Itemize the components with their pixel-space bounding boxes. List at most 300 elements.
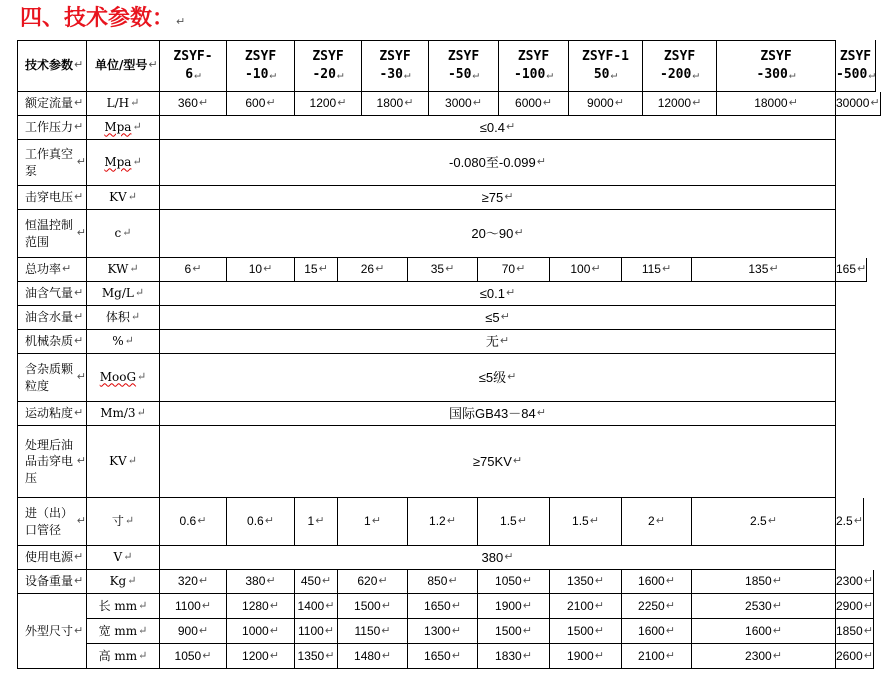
header-unit: 单位/型号 [95, 58, 148, 73]
dimension-value: 1150 [354, 623, 381, 638]
model-name-line: ZSYF [760, 48, 792, 64]
paragraph-mark-icon: ↵ [591, 263, 601, 276]
header-label-cell [17, 40, 87, 92]
paragraph-mark-icon: ↵ [266, 575, 276, 588]
merged-value-cell [160, 426, 836, 498]
model-header-cell [160, 40, 227, 92]
cell-value: 3000 [445, 96, 472, 111]
value-cell [227, 258, 295, 282]
merged-value: ≥75 [481, 189, 504, 205]
row-unit-cell [87, 210, 160, 258]
paragraph-mark-icon: ↵ [404, 97, 414, 110]
paragraph-mark-icon: ↵ [506, 287, 516, 300]
value-cell [836, 570, 874, 594]
value-cell [338, 498, 408, 546]
paragraph-mark-icon: ↵ [138, 623, 148, 637]
row-unit: V [113, 550, 123, 565]
row-unit: KW [107, 262, 129, 277]
paragraph-mark-icon: ↵ [74, 311, 84, 324]
row-unit-cell [87, 330, 160, 354]
cell-value: 2.5 [750, 514, 767, 529]
row-unit-cell [87, 258, 160, 282]
cell-value: 1.5 [572, 514, 589, 529]
paragraph-mark-icon: ↵ [198, 97, 209, 110]
dimension-value: 2100 [638, 648, 665, 663]
paragraph-mark-icon: ↵ [499, 335, 510, 348]
value-cell [295, 570, 338, 594]
paragraph-mark-icon: ↵ [269, 599, 279, 612]
paragraph-mark-icon: ↵ [594, 575, 604, 588]
paragraph-mark-icon: ↵ [74, 551, 84, 564]
dimension-unit: 宽 mm [98, 623, 138, 638]
dimension-value-cell [160, 619, 227, 644]
cell-value: 10 [248, 262, 263, 277]
value-cell [836, 498, 864, 546]
paragraph-mark-icon: ↵ [516, 263, 526, 276]
merged-value: 20～90 [471, 225, 514, 241]
row-label-cell [17, 546, 87, 570]
paragraph-mark-icon: ↵ [74, 191, 84, 204]
cell-value: 30000 [836, 96, 870, 111]
row-label-cell [17, 210, 87, 258]
paragraph-mark-icon: ↵ [522, 624, 532, 637]
dimension-value-cell [622, 594, 692, 619]
dimension-value: 1650 [424, 598, 451, 613]
cell-value: 0.6 [179, 514, 197, 529]
dimension-value: 1400 [297, 598, 325, 613]
dimension-value: 1050 [174, 648, 202, 663]
model-name-line: ZSYF-1 [582, 48, 629, 64]
value-cell [160, 92, 227, 116]
dimension-value: 1900 [567, 648, 594, 663]
dimension-value-cell [408, 594, 478, 619]
paragraph-mark-icon: ↵ [321, 575, 332, 588]
paragraph-mark-icon: ↵ [446, 515, 456, 528]
paragraph-mark-icon: ↵ [863, 575, 873, 588]
row-unit-cell [87, 570, 160, 594]
paragraph-mark-icon: ↵ [863, 599, 873, 612]
paragraph-mark-icon: ↵ [198, 575, 209, 588]
cell-value: 1 [307, 514, 315, 529]
dimension-value-cell [478, 594, 550, 619]
paragraph-mark-icon: ↵ [589, 515, 599, 528]
paragraph-mark-icon: ↵ [74, 287, 84, 300]
value-cell [692, 498, 836, 546]
paragraph-mark-icon: ↵ [472, 97, 482, 110]
cell-value: 1200 [309, 96, 337, 111]
row-label-cell [17, 426, 87, 498]
cell-value: 380 [245, 574, 266, 589]
dimension-value-cell [227, 619, 295, 644]
paragraph-mark-icon: ↵ [129, 262, 139, 276]
dimension-value-cell [160, 594, 227, 619]
paragraph-mark-icon: ↵ [536, 156, 546, 169]
dimension-value-cell [295, 594, 338, 619]
merged-value-cell [160, 546, 836, 570]
dimension-value-cell [550, 594, 622, 619]
paragraph-mark-icon: ↵ [74, 121, 84, 134]
row-label: 运动粘度 [25, 406, 74, 421]
cell-value: 165 [836, 262, 857, 277]
value-cell [429, 92, 499, 116]
dimension-value-cell [836, 619, 874, 644]
dimension-value: 900 [177, 623, 198, 638]
value-cell [295, 258, 338, 282]
row-label: 恒温控制范围 [25, 218, 74, 249]
paragraph-mark-icon: ↵ [868, 67, 875, 81]
cell-value: 35 [430, 262, 445, 277]
row-label: 工作压力 [25, 120, 74, 135]
merged-value-cell [160, 306, 836, 330]
model-name-line: 6↵ [185, 66, 201, 82]
merged-value-cell [160, 330, 836, 354]
cell-value: 15 [304, 262, 318, 277]
paragraph-mark-icon: ↵ [336, 67, 344, 81]
paragraph-mark-icon: ↵ [788, 67, 796, 81]
row-unit: 体积 [105, 310, 130, 325]
dimension-value-cell [295, 644, 338, 669]
row-label-cell [17, 570, 87, 594]
value-cell [227, 498, 295, 546]
paragraph-mark-icon: ↵ [514, 227, 524, 240]
paragraph-mark-icon: ↵ [772, 599, 782, 612]
cell-value: 2 [648, 514, 655, 529]
paragraph-mark-icon: ↵ [124, 514, 135, 528]
paragraph-mark-icon: ↵ [788, 97, 798, 110]
paragraph-mark-icon: ↵ [692, 97, 702, 110]
row-unit: % [112, 334, 124, 349]
value-cell [478, 570, 550, 594]
merged-value-cell [160, 354, 836, 402]
model-header-cell [499, 40, 569, 92]
model-header-cell [643, 40, 717, 92]
paragraph-mark-icon: ↵ [381, 624, 391, 637]
row-unit: MooG [99, 370, 137, 385]
row-unit: Mg/L [101, 286, 134, 301]
section-title: 四、技术参数： ↵ [20, 6, 186, 31]
row-unit-cell [87, 546, 160, 570]
merged-value-cell [160, 282, 836, 306]
paragraph-mark-icon: ↵ [198, 624, 209, 637]
paragraph-mark-icon: ↵ [504, 191, 514, 204]
dimension-unit: 高 mm [98, 648, 138, 663]
paragraph-mark-icon: ↵ [269, 624, 279, 637]
value-cell [408, 570, 478, 594]
paragraph-mark-icon: ↵ [124, 334, 134, 348]
dimension-value-cell [550, 619, 622, 644]
paragraph-mark-icon: ↵ [130, 96, 140, 110]
model-name-line: 50↵ [593, 66, 618, 82]
dimension-value: 1480 [354, 648, 381, 663]
cell-value: 2.5 [836, 514, 853, 529]
row-unit: KV [109, 454, 127, 469]
merged-value: ≤5级 [478, 369, 507, 385]
model-header-cell [362, 40, 429, 92]
dimensions-label-cell [17, 594, 87, 669]
paragraph-mark-icon: ↵ [863, 624, 873, 637]
paragraph-mark-icon: ↵ [665, 599, 675, 612]
dimension-value-cell [836, 644, 874, 669]
dimension-value: 1000 [242, 623, 269, 638]
paragraph-mark-icon: ↵ [176, 15, 186, 28]
dimension-value-cell [160, 644, 227, 669]
header-unit-cell [87, 40, 160, 92]
paragraph-mark-icon: ↵ [522, 575, 532, 588]
row-label: 使用电源 [25, 550, 74, 565]
paragraph-mark-icon: ↵ [127, 454, 137, 468]
value-cell [717, 92, 836, 116]
paragraph-mark-icon: ↵ [522, 599, 532, 612]
row-label-cell [17, 402, 87, 426]
dimension-value: 1600 [745, 623, 772, 638]
row-unit: Mpa [104, 155, 132, 170]
model-header-cell [569, 40, 643, 92]
row-label-cell [17, 330, 87, 354]
cell-value: 1 [364, 514, 371, 529]
cell-value: 26 [360, 262, 375, 277]
paragraph-mark-icon: ↵ [192, 263, 202, 276]
dimension-value-cell [338, 644, 408, 669]
paragraph-mark-icon: ↵ [76, 156, 86, 169]
row-unit: Mpa [104, 120, 132, 135]
row-unit: Kg [109, 574, 127, 589]
model-name-line: -20↵ [312, 66, 344, 82]
paragraph-mark-icon: ↵ [506, 121, 516, 134]
model-name-line: ZSYF [312, 48, 344, 64]
cell-value: 360 [177, 96, 198, 111]
dimension-value: 1200 [242, 648, 269, 663]
row-unit-cell [87, 306, 160, 330]
row-unit-cell [87, 498, 160, 546]
paragraph-mark-icon: ↵ [594, 624, 604, 637]
paragraph-mark-icon: ↵ [378, 575, 388, 588]
model-header-cell [295, 40, 362, 92]
paragraph-mark-icon: ↵ [451, 599, 461, 612]
dimension-value: 2600 [836, 648, 863, 663]
paragraph-mark-icon: ↵ [870, 97, 880, 110]
paragraph-mark-icon: ↵ [507, 371, 517, 384]
dimension-value: 1280 [242, 598, 269, 613]
dimension-unit-cell [87, 644, 160, 669]
row-label-cell [17, 186, 87, 210]
paragraph-mark-icon: ↵ [264, 515, 274, 528]
dimension-value-cell [692, 619, 836, 644]
paragraph-mark-icon: ↵ [318, 263, 328, 276]
cell-value: 2300 [836, 574, 863, 589]
dimension-value: 1830 [495, 648, 522, 663]
row-label: 油含气量 [25, 286, 74, 301]
dimension-value-cell [622, 644, 692, 669]
dimension-value: 2530 [745, 598, 772, 613]
paragraph-mark-icon: ↵ [266, 97, 276, 110]
paragraph-mark-icon: ↵ [122, 226, 132, 240]
value-cell [569, 92, 643, 116]
cell-value: 18000 [754, 96, 788, 111]
row-label-cell [17, 282, 87, 306]
model-name-line: -30↵ [379, 66, 411, 82]
paragraph-mark-icon: ↵ [138, 598, 148, 612]
cell-value: 1800 [376, 96, 404, 111]
paragraph-mark-icon: ↵ [74, 575, 84, 588]
paragraph-mark-icon: ↵ [197, 515, 207, 528]
cell-value: 1.2 [429, 514, 446, 529]
value-cell [478, 498, 550, 546]
paragraph-mark-icon: ↵ [127, 574, 137, 588]
dimension-value-cell [622, 619, 692, 644]
paragraph-mark-icon: ↵ [863, 649, 873, 662]
dimension-value-cell [478, 644, 550, 669]
value-cell [478, 258, 550, 282]
model-header-cell [429, 40, 499, 92]
row-label: 总功率 [25, 262, 62, 277]
paragraph-mark-icon: ↵ [692, 67, 699, 81]
model-name-line: ZSYF [447, 48, 480, 64]
paragraph-mark-icon: ↵ [371, 515, 381, 528]
paragraph-mark-icon: ↵ [325, 599, 335, 612]
model-name-line: -300↵ [756, 66, 796, 82]
paragraph-mark-icon: ↵ [127, 190, 137, 204]
dimension-value: 1100 [174, 598, 201, 613]
row-unit-cell [87, 426, 160, 498]
paragraph-mark-icon: ↵ [74, 624, 84, 637]
value-cell [295, 92, 362, 116]
paragraph-mark-icon: ↵ [610, 67, 618, 81]
row-unit: c [114, 226, 122, 241]
paragraph-mark-icon: ↵ [74, 335, 84, 348]
value-cell [836, 92, 881, 116]
cell-value: 0.6 [247, 514, 264, 529]
dimension-value: 1500 [495, 623, 522, 638]
row-unit: Mm/3 [100, 406, 136, 421]
value-cell [643, 92, 717, 116]
paragraph-mark-icon: ↵ [269, 67, 277, 81]
model-name-line: ZSYF [663, 48, 696, 64]
cell-value: 12000 [657, 96, 692, 111]
model-name-line: ZSYF [839, 48, 872, 64]
dimension-value-cell [692, 644, 836, 669]
row-unit: 寸 [111, 514, 124, 529]
paragraph-mark-icon: ↵ [504, 551, 514, 564]
paragraph-mark-icon: ↵ [853, 515, 863, 528]
cell-value: 6000 [515, 96, 542, 111]
merged-value-cell [160, 210, 836, 258]
cell-value: 1.5 [500, 514, 517, 529]
dimension-value: 2300 [745, 648, 772, 663]
row-label-cell [17, 258, 87, 282]
paragraph-mark-icon: ↵ [522, 649, 532, 662]
row-label: 击穿电压 [25, 190, 74, 205]
merged-value: ≤5 [485, 309, 500, 325]
cell-value: 1850 [745, 574, 772, 589]
value-cell [836, 258, 867, 282]
dimension-unit-cell [87, 619, 160, 644]
value-cell [160, 570, 227, 594]
merged-value: -0.080至-0.099 [449, 154, 536, 170]
dimension-value: 1350 [297, 648, 325, 663]
dimension-value-cell [408, 644, 478, 669]
dimension-value: 1300 [424, 623, 451, 638]
row-label: 进（出）口管径 [25, 506, 74, 537]
paragraph-mark-icon: ↵ [512, 455, 523, 468]
paragraph-mark-icon: ↵ [665, 649, 675, 662]
paragraph-mark-icon: ↵ [76, 455, 86, 468]
dimension-value-cell [478, 619, 550, 644]
paragraph-mark-icon: ↵ [132, 155, 142, 169]
model-name-line: ZSYF- [173, 48, 213, 64]
paragraph-mark-icon: ↵ [665, 575, 675, 588]
value-cell [622, 258, 692, 282]
row-label: 工作真空泵 [25, 147, 74, 178]
cell-value: 1600 [638, 574, 665, 589]
paragraph-mark-icon: ↵ [76, 515, 86, 528]
paragraph-mark-icon: ↵ [655, 515, 665, 528]
model-name-line: -100↵ [514, 66, 553, 82]
value-cell [338, 570, 408, 594]
dimension-value-cell [550, 644, 622, 669]
value-cell [550, 258, 622, 282]
value-cell [499, 92, 569, 116]
paragraph-mark-icon: ↵ [661, 263, 672, 276]
paragraph-mark-icon: ↵ [403, 67, 411, 81]
dimensions-label: 外型尺寸 [25, 623, 74, 638]
row-label: 额定流量 [25, 96, 74, 111]
paragraph-mark-icon: ↵ [445, 263, 455, 276]
paragraph-mark-icon: ↵ [74, 407, 84, 420]
paragraph-mark-icon: ↵ [772, 624, 782, 637]
value-cell [622, 570, 692, 594]
paragraph-mark-icon: ↵ [536, 407, 546, 420]
merged-value: 380 [481, 549, 504, 565]
paragraph-mark-icon: ↵ [315, 515, 325, 528]
paragraph-mark-icon: ↵ [132, 120, 142, 134]
row-unit: KV [109, 190, 127, 205]
paragraph-mark-icon: ↵ [500, 311, 510, 324]
row-label: 设备重量 [25, 574, 74, 589]
dimension-value: 1500 [354, 598, 381, 613]
paragraph-mark-icon: ↵ [202, 649, 212, 662]
cell-value: 600 [245, 96, 266, 111]
paragraph-mark-icon: ↵ [194, 67, 201, 81]
row-label: 处理后油品击穿电压 [25, 438, 74, 485]
paragraph-mark-icon: ↵ [62, 263, 72, 276]
dimension-value-cell [227, 594, 295, 619]
dimension-value: 1500 [567, 623, 594, 638]
merged-value-cell [160, 402, 836, 426]
row-unit-cell [87, 402, 160, 426]
cell-value: 320 [177, 574, 198, 589]
value-cell [295, 498, 338, 546]
value-cell [227, 570, 295, 594]
cell-value: 100 [570, 262, 591, 277]
row-unit: L/H [106, 96, 130, 111]
cell-value: 115 [641, 262, 661, 277]
paragraph-mark-icon: ↵ [148, 58, 158, 72]
paragraph-mark-icon: ↵ [201, 599, 212, 612]
model-name-line: ZSYF [244, 48, 277, 64]
value-cell [622, 498, 692, 546]
value-cell [408, 498, 478, 546]
paragraph-mark-icon: ↵ [137, 370, 147, 384]
paragraph-mark-icon: ↵ [74, 97, 84, 110]
dimension-unit-cell [87, 594, 160, 619]
value-cell [408, 258, 478, 282]
merged-value: ≤0.4 [479, 119, 505, 135]
row-label: 油含水量 [25, 310, 74, 325]
model-name-line: -50↵ [447, 66, 480, 82]
model-name-line: -500↵ [836, 66, 875, 82]
dimension-value: 1900 [495, 598, 522, 613]
value-cell [692, 258, 836, 282]
